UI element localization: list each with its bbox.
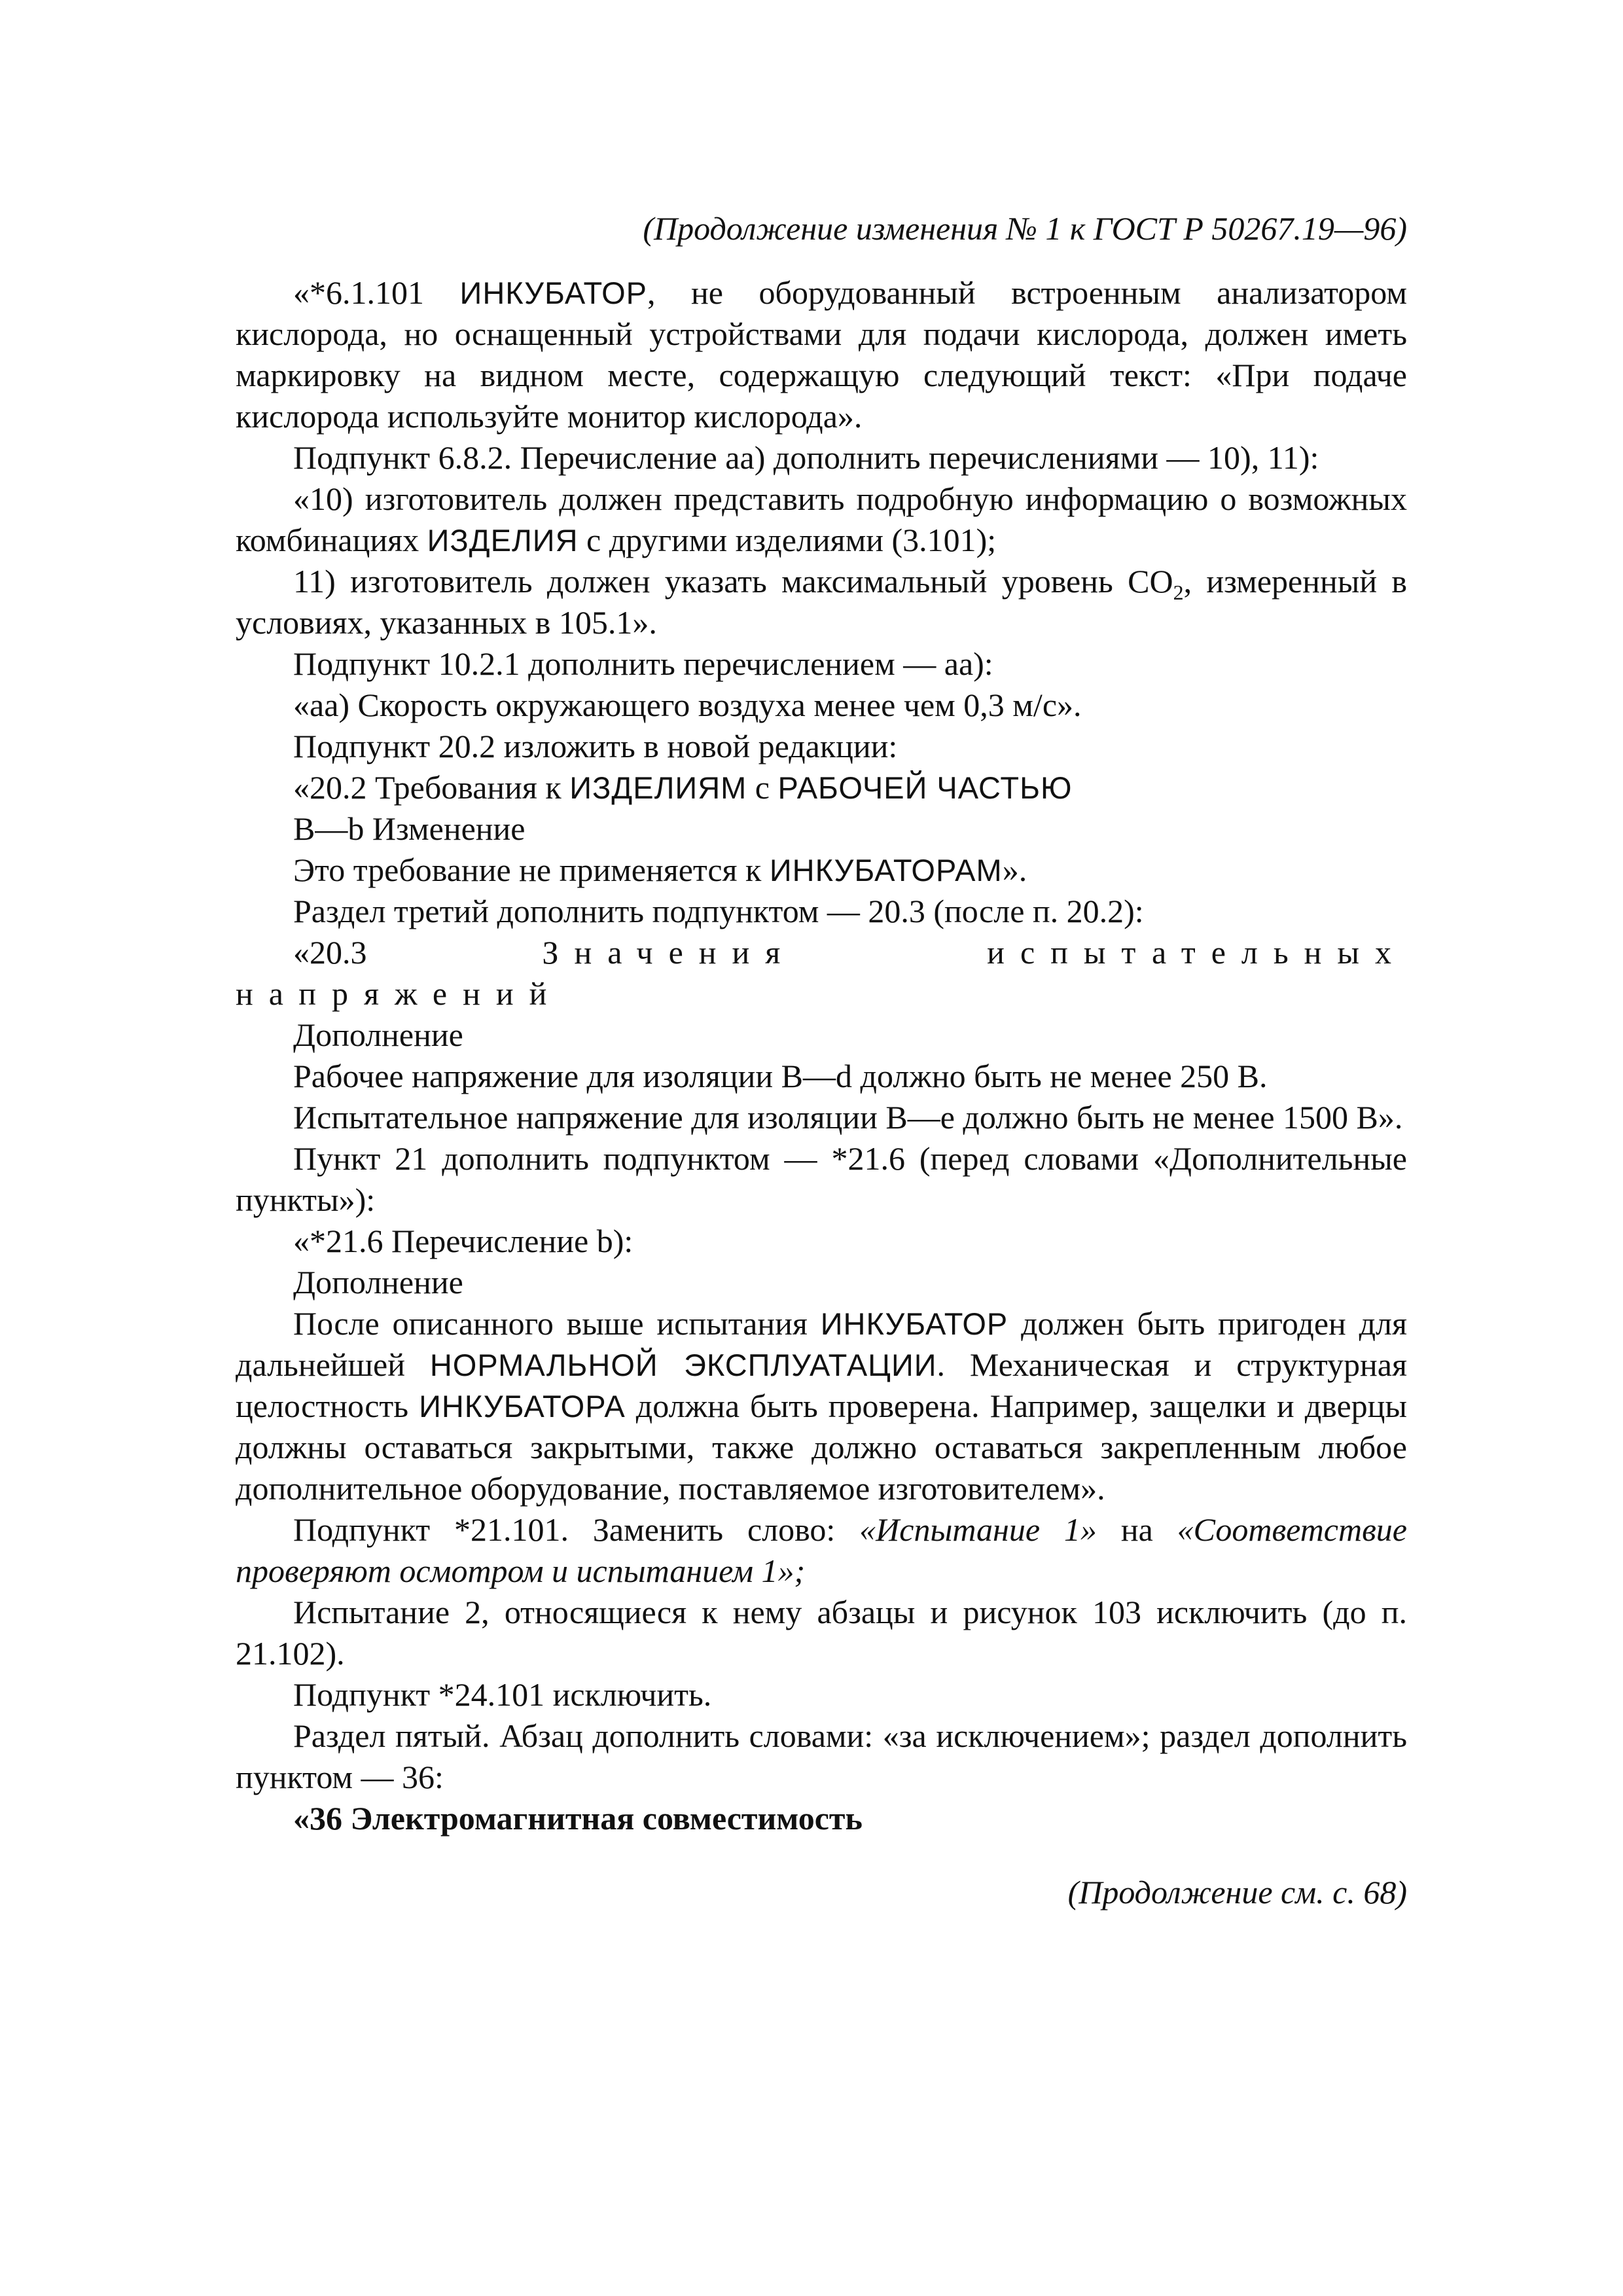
paragraph-after-test: После описанного выше испытания ИНКУБАТОР должен быть пригоден для дальнейшей НОРМАЛЬНОЙ ЭКСПЛУАТАЦИИ. Механическая и структурная целостность ИНКУБАТОРА должна быть проверена. Например, защелки и дверцы должны оставаться закрытыми, также должно оставаться закрепленным любое дополнительное оборудование, поставляемое изготовителем». [236, 1305, 1408, 1507]
spaced-heading: Значения испытательных напряжений [236, 934, 1407, 1012]
term-incubator: ИНКУБАТОР [820, 1306, 1008, 1341]
paragraph-item-11: 11) изготовитель должен указать максимальный уровень $CO_2$, измеренный в условиях, указанных в 105.1». [236, 563, 1407, 641]
paragraph-section-three: Раздел третий дополнить подпунктом — 20.3 (после п. 20.2): [293, 893, 1144, 929]
paragraph-not-applied: Это требование не применяется к ИНКУБАТОРАМ». [293, 852, 1027, 888]
term-device: ИЗДЕЛИЯ [427, 523, 579, 558]
italic-compliance: «Соответствие проверяют осмотром и испытанием 1»; [236, 1511, 1407, 1589]
paragraph-item-10: «10) изготовитель должен представить подробную информацию о возможных комбинациях ИЗДЕЛИЯ с другими изделиями (3.101); [236, 480, 1407, 558]
term-incubator: ИНКУБАТОР [459, 276, 648, 310]
paragraph-addition-2: Дополнение [293, 1264, 463, 1300]
paragraph-24-101: Подпункт *24.101 исключить. [293, 1676, 712, 1713]
page-footer: (Продолжение см. с. 68) [1067, 1874, 1407, 1910]
page-header: (Продолжение изменения № 1 к ГОСТ Р 50267.19—96) [643, 210, 1407, 247]
paragraph-20-2: Подпункт 20.2 изложить в новой редакции: [293, 728, 898, 764]
paragraph-36-heading: «36 Электромагнитная совместимость [293, 1800, 863, 1837]
paragraph-6-8-2: Подпункт 6.8.2. Перечисление аа) дополнить перечислениями — 10), 11): [293, 439, 1319, 476]
term-applied-part: РАБОЧЕЙ ЧАСТЬЮ [777, 770, 1073, 805]
paragraph-20-3-title: «20.3 Значения испытательных напряжений [236, 934, 1407, 1012]
document-page [236, 208, 1407, 1912]
paragraph-21-101: Подпункт *21.101. Заменить слово: «Испытание 1» на «Соответствие проверяют осмотром и испытанием 1»; [236, 1511, 1407, 1589]
paragraph-21-6: «*21.6 Перечисление b): [293, 1223, 633, 1259]
paragraph-20-2-title: «20.2 Требования к ИЗДЕЛИЯМ с РАБОЧЕЙ ЧАСТЬЮ [293, 769, 1073, 806]
document-body [236, 272, 1407, 1839]
term-normal-operation: НОРМАЛЬНОЙ ЭКСПЛУАТАЦИИ [429, 1348, 937, 1382]
term-devices: ИЗДЕЛИЯМ [569, 770, 747, 805]
paragraph-10-2-1: Подпункт 10.2.1 дополнить перечислением — аа): [293, 645, 993, 682]
term-incubator-gen: ИНКУБАТОРА [419, 1389, 626, 1424]
subscript-2: 2 [1173, 581, 1184, 604]
paragraph-21: Пункт 21 дополнить подпунктом — *21.6 (перед словами «Дополнительные пункты»): [236, 1140, 1407, 1218]
paragraph-working-voltage: Рабочее напряжение для изоляции B—d должно быть не менее 250 В. [293, 1058, 1268, 1094]
paragraph-addition-1: Дополнение [293, 1016, 463, 1053]
term-incubators: ИНКУБАТОРАМ [769, 853, 1003, 888]
paragraph-test-2: Испытание 2, относящиеся к нему абзацы и рисунок 103 исключить (до п. 21.102). [236, 1594, 1407, 1672]
paragraph-test-voltage: Испытательное напряжение для изоляции B—e должно быть не менее 1500 В». [293, 1099, 1403, 1136]
paragraph-b-b: B—b Изменение [293, 810, 526, 847]
italic-test-1: «Испытание 1» [859, 1511, 1097, 1548]
paragraph-section-five: Раздел пятый. Абзац дополнить словами: «за исключением»; раздел дополнить пунктом — 36: [236, 1717, 1407, 1795]
paragraph-aa: «аа) Скорость окружающего воздуха менее чем 0,3 м/с». [293, 687, 1082, 723]
paragraph-6-1-101: «*6.1.101 ИНКУБАТОР, не оборудованный встроенным анализатором кислорода, но оснащенный устройствами для подачи кислорода, должен иметь маркировку на видном месте, содержащую следующий текст: «При подаче кислорода используйте монитор кислорода». [236, 274, 1407, 435]
